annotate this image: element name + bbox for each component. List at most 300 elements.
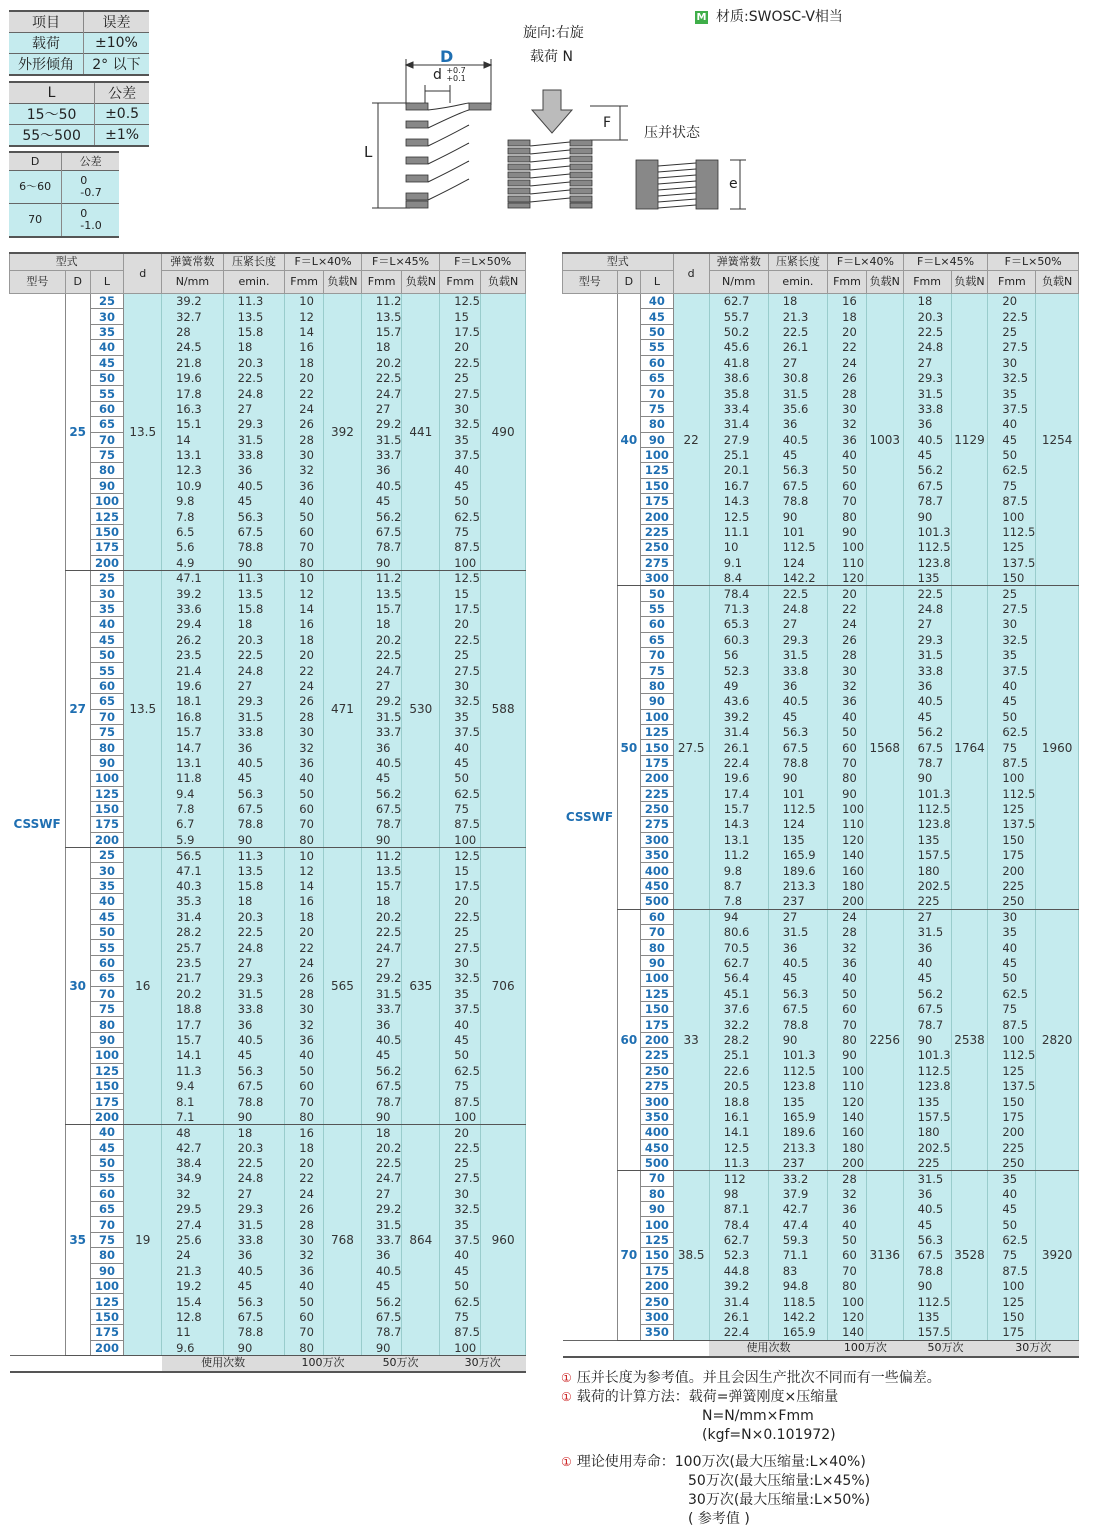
- free-length: 400: [641, 1125, 673, 1140]
- spring-rate: 21.7: [162, 971, 224, 986]
- solid-length: 112.5: [768, 1063, 827, 1078]
- fmm-40: 16: [285, 894, 324, 909]
- table-row: [563, 724, 1079, 739]
- solid-length: 18: [223, 1125, 285, 1140]
- outer-diameter: 30: [65, 848, 90, 1125]
- solid-length: 112.5: [768, 801, 827, 816]
- outer-diameter: 35: [65, 1125, 90, 1356]
- fmm-45: 20.2: [361, 355, 402, 370]
- fmm-45: 112.5: [903, 801, 951, 816]
- table-row: [563, 309, 1079, 324]
- table-row: [563, 417, 1079, 432]
- solid-length: 13.5: [223, 309, 285, 324]
- spring-rate: 62.7: [709, 955, 768, 970]
- fmm-45: 18: [361, 617, 402, 632]
- fmm-45: 15.7: [361, 601, 402, 616]
- header-error: 误差: [83, 11, 149, 33]
- fmm-40: 30: [828, 401, 867, 416]
- free-length: 45: [90, 909, 124, 924]
- spring-rate: 17.8: [162, 386, 224, 401]
- solid-length: 36: [223, 740, 285, 755]
- solid-length: 189.6: [768, 863, 827, 878]
- load-45: 1129: [951, 294, 988, 586]
- spring-rate: 31.4: [162, 909, 224, 924]
- spring-rate: 29.4: [162, 617, 224, 632]
- solid-length: 36: [223, 463, 285, 478]
- fmm-45: 31.5: [361, 432, 402, 447]
- free-length: 90: [641, 432, 673, 447]
- free-length: 65: [90, 694, 124, 709]
- fmm-45: 36: [903, 940, 951, 955]
- table-row: [563, 386, 1079, 401]
- solid-length: 56.3: [223, 1063, 285, 1078]
- fmm-40: 26: [828, 370, 867, 385]
- free-length: 70: [90, 986, 124, 1001]
- spring-rate: 39.2: [709, 1279, 768, 1294]
- fmm-45: 135: [903, 1094, 951, 1109]
- direction-label: 旋向:右旋: [523, 25, 584, 41]
- fmm-45: 45: [903, 1217, 951, 1232]
- fmm-50: 37.5: [440, 447, 481, 462]
- load-45: 864: [402, 1125, 440, 1356]
- spring-rate: 8.7: [709, 878, 768, 893]
- fmm-40: 160: [828, 1125, 867, 1140]
- fmm-45: 36: [903, 417, 951, 432]
- fmm-50: 40: [988, 417, 1036, 432]
- fmm-50: 75: [988, 1248, 1036, 1263]
- solid-length: 101: [768, 786, 827, 801]
- header-solid-unit: emin.: [768, 271, 827, 294]
- free-length: 90: [641, 955, 673, 970]
- fmm-50: 87.5: [440, 1325, 481, 1340]
- spring-rate: 24: [162, 1248, 224, 1263]
- fmm-40: 50: [285, 1294, 324, 1309]
- table-row: [563, 478, 1079, 493]
- solid-length: 20.3: [223, 1140, 285, 1155]
- fmm-40: 18: [285, 909, 324, 924]
- fmm-45: 67.5: [361, 524, 402, 539]
- fmm-45: 11.2: [361, 848, 402, 863]
- fmm-45: 56.3: [903, 1232, 951, 1247]
- fmm-40: 24: [285, 955, 324, 970]
- free-length: 150: [641, 740, 673, 755]
- spec-table-right: [562, 252, 1079, 1358]
- fmm-40: 70: [828, 494, 867, 509]
- spring-rate: 11.8: [162, 771, 224, 786]
- header-D: D: [65, 271, 90, 294]
- fmm-45: 18: [361, 894, 402, 909]
- fmm-40: 80: [285, 832, 324, 847]
- fmm-50: 75: [440, 524, 481, 539]
- header-fmm: Fmm: [828, 271, 867, 294]
- fmm-40: 24: [828, 909, 867, 924]
- free-length: 175: [641, 1017, 673, 1032]
- spring-rate: 14: [162, 432, 224, 447]
- spring-rate: 23.5: [162, 647, 224, 662]
- fmm-40: 20: [828, 586, 867, 601]
- fmm-40: 80: [828, 771, 867, 786]
- free-length: 300: [641, 1094, 673, 1109]
- spring-rate: 26.2: [162, 632, 224, 647]
- table-row: [563, 571, 1079, 586]
- fmm-40: 16: [828, 294, 867, 309]
- spring-rate: 44.8: [709, 1263, 768, 1278]
- free-length: 100: [90, 1279, 124, 1294]
- table-row: [563, 848, 1079, 863]
- wire-diameter: 33: [673, 909, 709, 1171]
- solid-length: 27: [768, 355, 827, 370]
- free-length: 125: [90, 786, 124, 801]
- load-40: 2256: [866, 909, 903, 1171]
- fmm-50: 40: [988, 940, 1036, 955]
- fmm-45: 78.7: [361, 817, 402, 832]
- fmm-50: 225: [988, 878, 1036, 893]
- fmm-45: 27: [361, 678, 402, 693]
- fmm-45: 202.5: [903, 1140, 951, 1155]
- spring-rate: 39.2: [162, 294, 224, 309]
- spring-rate: 39.2: [162, 586, 224, 601]
- fmm-45: 40: [903, 955, 951, 970]
- free-length: 100: [90, 494, 124, 509]
- table-row: [563, 678, 1079, 693]
- spring-rate: 9.4: [162, 786, 224, 801]
- free-length: 40: [90, 1125, 124, 1140]
- free-length: 50: [90, 925, 124, 940]
- spring-rate: 11.1: [709, 524, 768, 539]
- header-D: D: [617, 271, 641, 294]
- spring-rate: 38.6: [709, 370, 768, 385]
- spring-rate: 49: [709, 678, 768, 693]
- solid-length: 40.5: [768, 694, 827, 709]
- free-length: 60: [90, 1186, 124, 1201]
- fmm-40: 36: [285, 1032, 324, 1047]
- spring-rate: 48: [162, 1125, 224, 1140]
- solid-length: 29.3: [223, 694, 285, 709]
- fmm-40: 40: [828, 447, 867, 462]
- outer-diameter: 70: [617, 1171, 641, 1340]
- note-label: 理论使用寿命：: [576, 1454, 675, 1470]
- fmm-45: 29.2: [361, 1202, 402, 1217]
- table-row: [563, 709, 1079, 724]
- free-length: 150: [641, 1001, 673, 1016]
- fmm-45: 101.3: [903, 1048, 951, 1063]
- solid-length: 31.5: [768, 386, 827, 401]
- header-solid-unit: emin.: [223, 271, 285, 294]
- fmm-40: 32: [828, 940, 867, 955]
- model-series: CSSWF: [565, 809, 614, 824]
- fmm-45: 22.5: [361, 647, 402, 662]
- note-text: 30万次(最大压缩量:L×50%): [688, 1492, 871, 1508]
- solid-length: 56.3: [223, 509, 285, 524]
- free-length: 40: [90, 340, 124, 355]
- fmm-50: 20: [440, 340, 481, 355]
- fmm-40: 30: [828, 663, 867, 678]
- fmm-50: 175: [988, 1109, 1036, 1124]
- fmm-40: 28: [285, 432, 324, 447]
- free-length: 60: [641, 355, 673, 370]
- spring-rate: 32.7: [162, 309, 224, 324]
- fmm-50: 30: [988, 355, 1036, 370]
- spring-rate: 14.1: [162, 1048, 224, 1063]
- outer-diameter: 27: [65, 571, 90, 848]
- fmm-45: 31.5: [903, 1171, 951, 1186]
- fmm-45: 29.3: [903, 632, 951, 647]
- fmm-50: 125: [988, 1294, 1036, 1309]
- header-solid-length: 压紧长度: [768, 253, 827, 271]
- fmm-40: 40: [828, 709, 867, 724]
- spring-rate: 62.7: [709, 1232, 768, 1247]
- header-load: 负载N: [866, 271, 903, 294]
- free-length: 65: [641, 632, 673, 647]
- solid-length: 56.3: [768, 986, 827, 1001]
- fmm-45: 67.5: [361, 1078, 402, 1093]
- fmm-45: 40.5: [903, 432, 951, 447]
- header-f50: F＝L×50%: [988, 253, 1079, 271]
- fmm-40: 60: [285, 1078, 324, 1093]
- spring-rate: 25.1: [709, 447, 768, 462]
- solid-length: 20.3: [223, 355, 285, 370]
- header-d: d: [124, 253, 162, 294]
- table-row: [563, 340, 1079, 355]
- solid-length: 78.8: [768, 1017, 827, 1032]
- fmm-50: 15: [440, 309, 481, 324]
- fmm-40: 28: [828, 386, 867, 401]
- lower-tolerance: -1.0: [80, 219, 102, 232]
- load-50: 588: [481, 571, 526, 848]
- fmm-45: 22.5: [903, 586, 951, 601]
- fmm-50: 62.5: [440, 509, 481, 524]
- spring-rate: 31.4: [709, 1294, 768, 1309]
- spring-diagram: [360, 15, 760, 215]
- fmm-50: 17.5: [440, 601, 481, 616]
- spring-rate: 18.1: [162, 694, 224, 709]
- header-fmm: Fmm: [285, 271, 324, 294]
- fmm-40: 36: [285, 1263, 324, 1278]
- free-length: 70: [90, 1217, 124, 1232]
- tolerance-table-load: [9, 10, 149, 76]
- wire-label: [433, 67, 466, 83]
- fmm-40: 110: [828, 555, 867, 570]
- free-length: 50: [641, 586, 673, 601]
- note-text: 载荷=弹簧刚度×压缩量: [688, 1389, 839, 1405]
- fmm-45: 33.7: [361, 1001, 402, 1016]
- load-label: 载荷 N: [530, 49, 573, 65]
- solid-length: 56.3: [768, 463, 827, 478]
- table-row: [563, 601, 1079, 616]
- solid-length: 165.9: [768, 848, 827, 863]
- free-length: 75: [90, 1232, 124, 1247]
- note-text: 100万次(最大压缩量:L×40%): [674, 1454, 866, 1470]
- solid-length: 29.3: [223, 971, 285, 986]
- solid-length: 124: [768, 817, 827, 832]
- fmm-40: 70: [828, 755, 867, 770]
- free-length: 80: [641, 678, 673, 693]
- free-length: 35: [90, 601, 124, 616]
- free-length: 60: [90, 678, 124, 693]
- load-45: 3528: [951, 1171, 988, 1340]
- table-row: [563, 1294, 1079, 1309]
- spring-rate: 60.3: [709, 632, 768, 647]
- fmm-40: 120: [828, 1309, 867, 1324]
- fmm-40: 200: [828, 1155, 867, 1170]
- row-label: 6～60: [9, 171, 62, 204]
- free-length: 100: [90, 1048, 124, 1063]
- fmm-45: 225: [903, 1155, 951, 1170]
- solid-length: 237: [768, 1155, 827, 1170]
- spring-rate: 16.8: [162, 709, 224, 724]
- solid-length: 90: [223, 1340, 285, 1355]
- table-row: [563, 694, 1079, 709]
- free-length: 60: [641, 617, 673, 632]
- table-row: [563, 1109, 1079, 1124]
- fmm-45: 40.5: [903, 1202, 951, 1217]
- solid-length: 18: [768, 294, 827, 309]
- fmm-50: 45: [988, 1202, 1036, 1217]
- fmm-40: 26: [285, 694, 324, 709]
- spring-rate: 28: [162, 324, 224, 339]
- solid-length: 15.8: [223, 878, 285, 893]
- fmm-45: 56.2: [903, 724, 951, 739]
- free-length: 50: [90, 647, 124, 662]
- solid-length: 40.5: [768, 955, 827, 970]
- header-load: 负载N: [951, 271, 988, 294]
- free-length: 90: [90, 755, 124, 770]
- fmm-50: 50: [440, 1279, 481, 1294]
- free-length: 75: [641, 401, 673, 416]
- fmm-40: 24: [285, 401, 324, 416]
- row-label: 15～50: [9, 104, 95, 125]
- solid-length: 33.8: [223, 1232, 285, 1247]
- solid-length: 142.2: [768, 571, 827, 586]
- solid-length: 31.5: [223, 1217, 285, 1232]
- row-value: [62, 204, 119, 238]
- free-length: 125: [90, 509, 124, 524]
- solid-state-label: 压并状态: [644, 125, 700, 141]
- solid-length: 11.3: [223, 294, 285, 309]
- spring-rate: 21.3: [162, 1263, 224, 1278]
- fmm-40: 110: [828, 817, 867, 832]
- solid-length: 11.3: [223, 571, 285, 586]
- free-length: 65: [641, 370, 673, 385]
- header-tolerance: 公差: [95, 82, 149, 104]
- solid-length: 33.8: [223, 724, 285, 739]
- free-length: 75: [90, 1001, 124, 1016]
- row-value: [62, 171, 119, 204]
- fmm-40: 80: [828, 1279, 867, 1294]
- solid-length: 47.4: [768, 1217, 827, 1232]
- header-f45: F＝L×45%: [903, 253, 988, 271]
- fmm-40: 90: [828, 786, 867, 801]
- free-length: 350: [641, 1325, 673, 1340]
- fmm-40: 22: [285, 1171, 324, 1186]
- fmm-40: 140: [828, 848, 867, 863]
- spring-rate: 19.6: [162, 370, 224, 385]
- fmm-40: 20: [285, 647, 324, 662]
- header-type: 型式: [563, 253, 674, 271]
- free-length: 70: [641, 1171, 673, 1186]
- fmm-45: 18: [903, 294, 951, 309]
- fmm-40: 32: [285, 1017, 324, 1032]
- solid-length: 36: [223, 1017, 285, 1032]
- fmm-45: 36: [361, 1248, 402, 1263]
- free-length: 100: [641, 709, 673, 724]
- solid-length: 59.3: [768, 1232, 827, 1247]
- free-length: 200: [90, 555, 124, 570]
- wire-diameter: 27.5: [673, 586, 709, 909]
- free-length: 55: [90, 663, 124, 678]
- table-row: [563, 432, 1079, 447]
- fmm-40: 36: [828, 694, 867, 709]
- fmm-40: 30: [285, 1232, 324, 1247]
- solid-length: 118.5: [768, 1294, 827, 1309]
- spring-rate: 10.9: [162, 478, 224, 493]
- fmm-45: 78.7: [903, 1017, 951, 1032]
- fmm-45: 24.8: [903, 601, 951, 616]
- table-row: [563, 1186, 1079, 1201]
- fmm-50: 87.5: [988, 755, 1036, 770]
- free-length: 275: [641, 555, 673, 570]
- fmm-45: 123.8: [903, 1078, 951, 1093]
- fmm-45: 24.7: [361, 940, 402, 955]
- fmm-45: 31.5: [361, 1217, 402, 1232]
- solid-length: 213.3: [768, 878, 827, 893]
- free-length: 35: [90, 324, 124, 339]
- header-solid-length: 压紧长度: [223, 253, 285, 271]
- table-row: [563, 370, 1079, 385]
- fmm-45: 45: [903, 971, 951, 986]
- load-45: 1764: [951, 586, 988, 909]
- table-row: [563, 617, 1079, 632]
- fmm-50: 25: [988, 586, 1036, 601]
- load-40: 471: [324, 571, 362, 848]
- free-length: 250: [641, 1294, 673, 1309]
- header-tolerance: 公差: [62, 152, 119, 171]
- fmm-50: 50: [988, 447, 1036, 462]
- fmm-40: 18: [285, 1140, 324, 1155]
- free-length: 55: [90, 386, 124, 401]
- fmm-50: 137.5: [988, 817, 1036, 832]
- solid-length: 31.5: [768, 647, 827, 662]
- fmm-45: 123.8: [903, 555, 951, 570]
- spring-rate: 15.7: [709, 801, 768, 816]
- wire-diameter: 19: [124, 1125, 162, 1356]
- fmm-50: 50: [988, 971, 1036, 986]
- spring-rate: 22.4: [709, 755, 768, 770]
- fmm-45: 45: [361, 1048, 402, 1063]
- fmm-50: 22.5: [440, 632, 481, 647]
- solid-length: 37.9: [768, 1186, 827, 1201]
- load-50: 1254: [1036, 294, 1079, 586]
- free-length: 45: [90, 355, 124, 370]
- solid-length: 112.5: [768, 540, 827, 555]
- free-length: 200: [641, 509, 673, 524]
- spring-rate: 4.9: [162, 555, 224, 570]
- free-length: 225: [641, 786, 673, 801]
- fmm-50: 100: [440, 555, 481, 570]
- free-length: 100: [641, 1217, 673, 1232]
- spring-rate: 10: [709, 540, 768, 555]
- fmm-50: 75: [988, 740, 1036, 755]
- tolerance-table-diameter: [9, 151, 119, 238]
- fmm-50: 62.5: [440, 1063, 481, 1078]
- spring-rate: 65.3: [709, 617, 768, 632]
- free-length: 90: [641, 1202, 673, 1217]
- footer-cycles-50: 30万次: [988, 1340, 1079, 1357]
- header-d: d: [673, 253, 709, 294]
- fmm-50: 200: [988, 863, 1036, 878]
- fmm-50: 40: [988, 1186, 1036, 1201]
- fmm-45: 33.8: [903, 663, 951, 678]
